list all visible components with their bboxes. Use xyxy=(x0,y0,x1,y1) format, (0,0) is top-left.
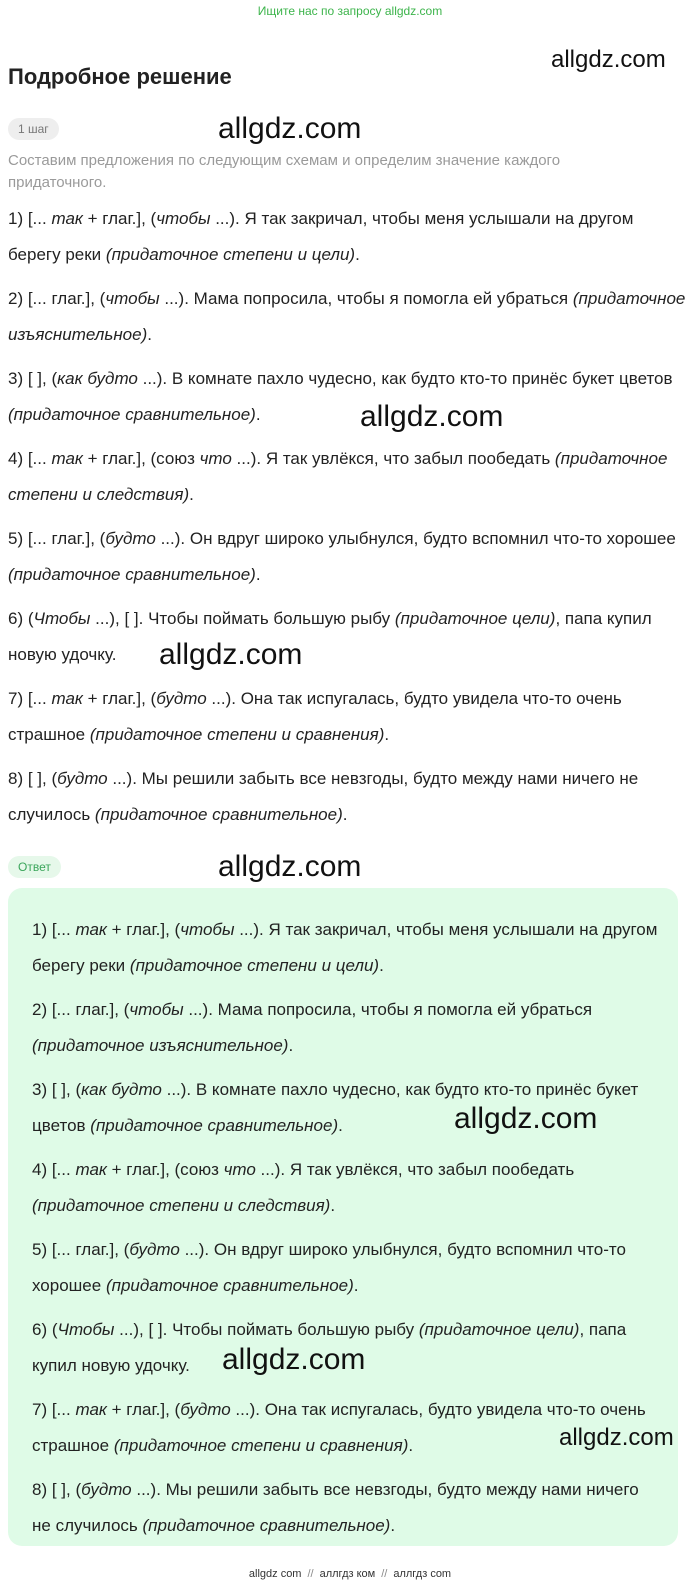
text-fragment: ...), [ ]. Чтобы поймать большую рыбу xyxy=(90,609,395,628)
text-fragment: . xyxy=(255,565,261,584)
italic-fragment: как будто xyxy=(57,369,138,388)
italic-fragment: чтобы xyxy=(105,289,160,308)
italic-fragment: будто xyxy=(180,1400,231,1419)
text-fragment: 6) ( xyxy=(8,609,34,628)
solution-item xyxy=(8,521,688,593)
text-fragment: 8) [ ], ( xyxy=(8,769,58,788)
text-fragment: , папа купил новую удочку. xyxy=(8,609,652,664)
answer-item xyxy=(32,1472,662,1544)
text-fragment: ...). Мама попросила, чтобы я помогла ей убраться xyxy=(159,289,573,308)
text-fragment: ...). Он вдруг широко улыбнулся, будто вспомнил что-то хорошее xyxy=(155,529,676,548)
watermark: allgdz.com xyxy=(551,46,666,73)
text-fragment: 5) [... глаг.], ( xyxy=(32,1240,130,1259)
italic-fragment: (придаточное сравнительное) xyxy=(94,805,343,824)
footer-link-allgdz[interactable]: allgdz com xyxy=(248,1568,302,1580)
text-fragment: ...). Мама попросила, чтобы я помогла ей убраться xyxy=(183,1000,593,1019)
text-fragment: 6) ( xyxy=(32,1320,58,1339)
solution-item xyxy=(8,361,688,433)
italic-fragment: Чтобы xyxy=(57,1320,115,1339)
footer-link-allgdz-ru[interactable]: аллгдз ком xyxy=(319,1568,376,1580)
page-title: Подробное решение xyxy=(8,64,232,89)
text-fragment: ...). В комнате пахло чудесно, как будто кто-то принёс букет цветов xyxy=(137,369,673,388)
italic-fragment: (придаточное степени и следствия) xyxy=(8,449,668,504)
text-fragment: . xyxy=(390,1516,396,1535)
answer-badge: Ответ xyxy=(8,856,61,878)
italic-fragment: так xyxy=(75,1160,107,1179)
italic-fragment: будто xyxy=(156,689,207,708)
text-fragment: ...). Я так увлёкся, что забыл пообедать xyxy=(255,1160,575,1179)
watermark: allgdz.com xyxy=(559,1424,674,1451)
solution-item xyxy=(8,601,688,673)
text-fragment: 2) [... глаг.], ( xyxy=(32,1000,130,1019)
italic-fragment: так xyxy=(75,920,107,939)
answer-item xyxy=(32,912,662,984)
footer-link-allgdz-mixed[interactable]: аллгдз com xyxy=(393,1568,452,1580)
text-fragment: 3) [ ], ( xyxy=(8,369,58,388)
text-fragment: + глаг.], ( xyxy=(106,920,181,939)
italic-fragment: (придаточное изъяснительное) xyxy=(8,289,686,344)
text-fragment: + глаг.], (союз xyxy=(106,1160,224,1179)
text-fragment: ...). Я так закричал, чтобы меня услышали на другом берегу реки xyxy=(32,920,658,975)
text-fragment: . xyxy=(288,1036,294,1055)
text-fragment: ...). Он вдруг широко улыбнулся, будто вспомнил что-то хорошее xyxy=(32,1240,626,1295)
italic-fragment: (придаточное сравнительное) xyxy=(8,565,256,584)
text-fragment: . xyxy=(189,485,194,504)
italic-fragment: так xyxy=(51,209,83,228)
text-fragment: ...), [ ]. Чтобы поймать большую рыбу xyxy=(114,1320,419,1339)
text-fragment: 4) [... xyxy=(32,1160,76,1179)
italic-fragment: чтобы xyxy=(129,1000,184,1019)
text-fragment: 4) [... xyxy=(8,449,52,468)
italic-fragment: (придаточное степени и сравнения) xyxy=(113,1436,409,1455)
text-fragment: . xyxy=(384,725,390,744)
text-fragment: 7) [... xyxy=(32,1400,76,1419)
watermark: allgdz.com xyxy=(222,1343,366,1376)
text-fragment: 3) [ ], ( xyxy=(32,1080,82,1099)
text-fragment: ...). Я так увлёкся, что забыл пообедать xyxy=(231,449,555,468)
answer-item xyxy=(32,992,662,1064)
watermark: allgdz.com xyxy=(360,400,504,433)
italic-fragment: (придаточное сравнительное) xyxy=(8,405,256,424)
text-fragment: . xyxy=(355,245,360,264)
italic-fragment: (придаточное сравнительное) xyxy=(105,1276,354,1295)
watermark: allgdz.com xyxy=(159,638,303,671)
italic-fragment: будто xyxy=(81,1480,132,1499)
solution-item xyxy=(8,681,688,753)
solution-item xyxy=(8,441,688,513)
text-fragment: 1) [... xyxy=(8,209,52,228)
italic-fragment: так xyxy=(51,449,83,468)
solution-item xyxy=(8,281,688,353)
italic-fragment: (придаточное сравнительное) xyxy=(90,1116,339,1135)
italic-fragment: (придаточное степени и цели) xyxy=(105,245,356,264)
text-fragment: + глаг.], (союз xyxy=(82,449,200,468)
text-fragment: . xyxy=(255,405,261,424)
watermark: allgdz.com xyxy=(218,850,362,883)
italic-fragment: как будто xyxy=(81,1080,162,1099)
intro-text: Составим предложения по следующим схемам и определим значение каждого придаточного. xyxy=(8,152,561,191)
text-fragment: 7) [... xyxy=(8,689,52,708)
italic-fragment: так xyxy=(51,689,83,708)
answer-item xyxy=(32,1232,662,1304)
solution-item xyxy=(8,761,688,833)
italic-fragment: так xyxy=(75,1400,107,1419)
italic-fragment: (придаточное сравнительное) xyxy=(142,1516,391,1535)
footer-separator: // xyxy=(307,1568,314,1580)
answer-item xyxy=(32,1152,662,1224)
text-fragment: ...). Мы решили забыть все невзгоды, будто между нами ничего не случилось xyxy=(32,1480,639,1535)
italic-fragment: будто xyxy=(57,769,108,788)
text-fragment: . xyxy=(408,1436,414,1455)
italic-fragment: что xyxy=(223,1160,256,1179)
italic-fragment: (придаточное степени и сравнения) xyxy=(89,725,385,744)
solution-item xyxy=(8,201,688,273)
step-badge: 1 шаг xyxy=(8,118,59,140)
italic-fragment: Чтобы xyxy=(33,609,91,628)
text-fragment: ...). Она так испугалась, будто увидела что-то очень страшное xyxy=(8,689,622,744)
watermark: allgdz.com xyxy=(218,112,362,145)
italic-fragment: (придаточное степени и цели) xyxy=(129,956,380,975)
italic-fragment: чтобы xyxy=(180,920,235,939)
text-fragment: + глаг.], ( xyxy=(82,689,157,708)
text-fragment: . xyxy=(353,1276,359,1295)
italic-fragment: (придаточное изъяснительное) xyxy=(32,1036,289,1055)
top-banner: Ищите нас по запросу allgdz.com xyxy=(257,4,443,18)
italic-fragment: (придаточное степени и следствия) xyxy=(32,1196,331,1215)
text-fragment: , папа купил новую удочку. xyxy=(32,1320,627,1375)
text-fragment: 8) [ ], ( xyxy=(32,1480,82,1499)
italic-fragment: будто xyxy=(105,529,156,548)
text-fragment: . xyxy=(379,956,384,975)
text-fragment: . xyxy=(342,805,348,824)
text-fragment: . xyxy=(330,1196,336,1215)
text-fragment: . xyxy=(338,1116,343,1135)
text-fragment: . xyxy=(147,325,152,344)
text-fragment: 2) [... глаг.], ( xyxy=(8,289,106,308)
text-fragment: 1) [... xyxy=(32,920,76,939)
text-fragment: ...). Мы решили забыть все невзгоды, будто между нами ничего не случилось xyxy=(8,769,639,824)
footer xyxy=(0,1568,700,1580)
italic-fragment: (придаточное цели) xyxy=(394,609,556,628)
answer-list xyxy=(32,912,662,1552)
italic-fragment: что xyxy=(199,449,232,468)
text-fragment: ...). Я так закричал, чтобы меня услышали на другом берегу реки xyxy=(8,209,634,264)
text-fragment: ...). Она так испугалась, будто увидела что-то очень страшное xyxy=(32,1400,646,1455)
text-fragment: + глаг.], ( xyxy=(82,209,157,228)
italic-fragment: будто xyxy=(129,1240,180,1259)
italic-fragment: (придаточное цели) xyxy=(418,1320,580,1339)
watermark: allgdz.com xyxy=(454,1102,598,1135)
text-fragment: + глаг.], ( xyxy=(106,1400,181,1419)
solution-list xyxy=(8,201,688,841)
text-fragment: 5) [... глаг.], ( xyxy=(8,529,106,548)
footer-separator: // xyxy=(381,1568,388,1580)
italic-fragment: чтобы xyxy=(156,209,211,228)
text-fragment: ...). В комнате пахло чудесно, как будто кто-то принёс букет цветов xyxy=(32,1080,639,1135)
